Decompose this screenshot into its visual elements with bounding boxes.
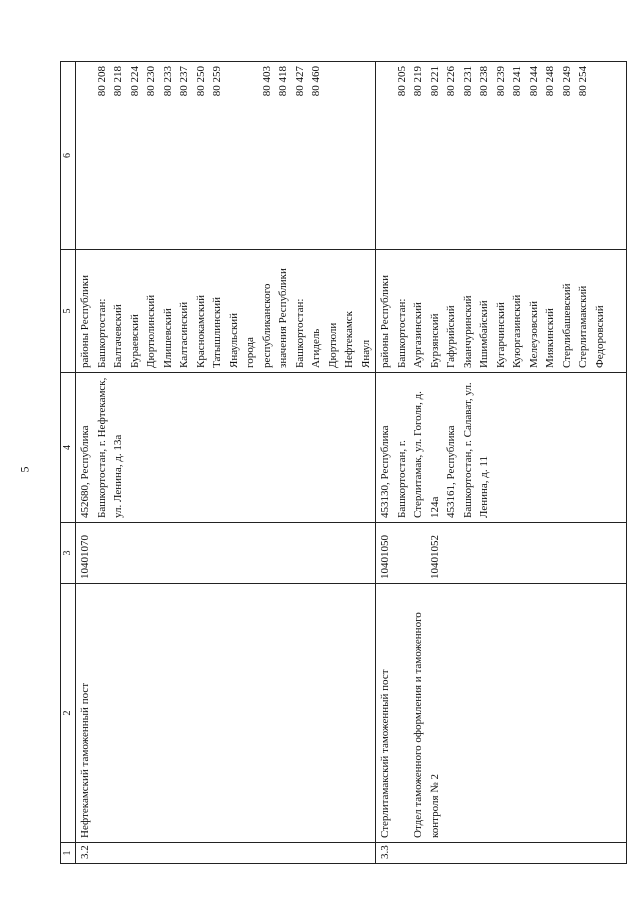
territory-list [76, 250, 376, 373]
okato-code: 80 250 [194, 66, 207, 97]
territory-item: Зианчуринский [461, 295, 474, 368]
territory-item: Стерлитамакский [577, 285, 589, 368]
territory-group-heading: города республиканского значения Республики Башкортостан: [244, 268, 306, 368]
okato-code: 80 427 [293, 66, 306, 97]
territory-item: Бураевский [128, 314, 141, 368]
territory-item: Татышлинский [211, 297, 223, 368]
territory-item: Ишимбайский [478, 300, 490, 368]
header-col-6: 6 [61, 62, 76, 250]
okato-code: 80 226 [445, 66, 457, 97]
post-code-cell [376, 523, 627, 584]
territory-item: Мелеузовский [527, 300, 540, 368]
okato-code [377, 66, 394, 245]
okato-code: 80 249 [560, 66, 573, 97]
header-col-5: 5 [61, 250, 76, 373]
territory-item: Илишевский [161, 308, 174, 368]
territory-item: Агидель [310, 328, 322, 368]
okato-code: 80 460 [310, 66, 322, 97]
okato-code: 80 231 [461, 66, 474, 97]
post-address: 453130, Республика Башкортостан, г. Стерлитамак, ул. Гоголя, д. 124а [379, 391, 441, 518]
okato-code: 80 218 [112, 66, 124, 97]
department-code: 10401052 [428, 535, 441, 579]
header-col-3: 3 [61, 523, 76, 584]
department-name: Отдел таможенного оформления и таможенного контроля № 2 [412, 612, 441, 838]
territory-item: Аургазинский [412, 302, 424, 368]
territory-list [376, 250, 627, 373]
okato-code: 80 239 [494, 66, 507, 97]
territory-item: Нефтекамск [343, 310, 355, 368]
territory-item: Куюргазинский [511, 294, 523, 368]
page-number: 5 [17, 466, 32, 473]
post-code: 10401070 [76, 523, 376, 584]
okato-code: 80 254 [577, 66, 589, 97]
okato-code: 80 205 [395, 66, 408, 97]
territory-group-heading: районы Республики Башкортостан: [79, 275, 108, 368]
okato-code [77, 66, 94, 245]
post-code: 10401050 [379, 535, 391, 579]
okato-code: 80 237 [178, 66, 190, 97]
territory-item: Янаульский [227, 312, 240, 368]
header-col-2: 2 [61, 584, 76, 843]
table-row [376, 62, 627, 864]
territory-item: Янаул [359, 339, 372, 368]
okato-code: 80 418 [277, 66, 289, 97]
territory-item: Дюртюлинский [145, 294, 157, 368]
header-col-1: 1 [61, 843, 76, 864]
department-address: 453161, Республика Башкортостан, г. Салават, ул. Ленина, д. 11 [445, 382, 490, 518]
okato-code: 80 224 [128, 66, 141, 97]
post-name: Нефтекамский таможенный пост [76, 584, 376, 843]
row-number: 3.2 [76, 843, 376, 864]
row-number: 3.3 [376, 843, 627, 864]
territory-item: Гафурийский [445, 305, 457, 368]
okato-code: 80 230 [145, 66, 157, 97]
territory-item: Стерлибашевский [560, 283, 573, 368]
okato-code: 80 244 [527, 66, 540, 97]
territory-item: Калтасинский [178, 301, 190, 368]
post-address-cell [376, 373, 627, 523]
territory-group-heading: районы Республики Башкортостан: [379, 275, 408, 368]
header-col-4: 4 [61, 373, 76, 523]
table-row [76, 62, 376, 864]
territory-item: Федоровский [593, 305, 606, 368]
territory-item: Кугарчинский [494, 302, 507, 368]
okato-code: 80 248 [544, 66, 556, 97]
header-row [61, 62, 76, 864]
post-name-cell [376, 584, 627, 843]
territory-item: Бурзянский [428, 313, 441, 368]
okato-code: 80 238 [478, 66, 490, 97]
okato-code: 80 403 [260, 66, 273, 97]
okato-code: 80 221 [428, 66, 441, 97]
okato-code: 80 241 [511, 66, 523, 97]
okato-code: 80 259 [211, 66, 223, 97]
okato-code: 80 219 [412, 66, 424, 97]
post-name: Стерлитамакский таможенный пост [379, 669, 391, 838]
territory-item: Дюртюли [326, 322, 339, 368]
okato-list [376, 62, 627, 250]
post-address: 452680, Республика Башкортостан, г. Нефтекамск, ул. Ленина, д. 13а [76, 373, 376, 523]
okato-code [226, 66, 259, 245]
customs-posts-table [60, 61, 627, 864]
rotated-table-frame [60, 64, 625, 864]
territory-item: Балтачевский [112, 304, 124, 368]
okato-code: 80 208 [95, 66, 108, 97]
territory-item: Миякинский [544, 308, 556, 368]
okato-code: 80 233 [161, 66, 174, 97]
okato-list [76, 62, 376, 250]
territory-item: Краснокамский [194, 294, 207, 368]
